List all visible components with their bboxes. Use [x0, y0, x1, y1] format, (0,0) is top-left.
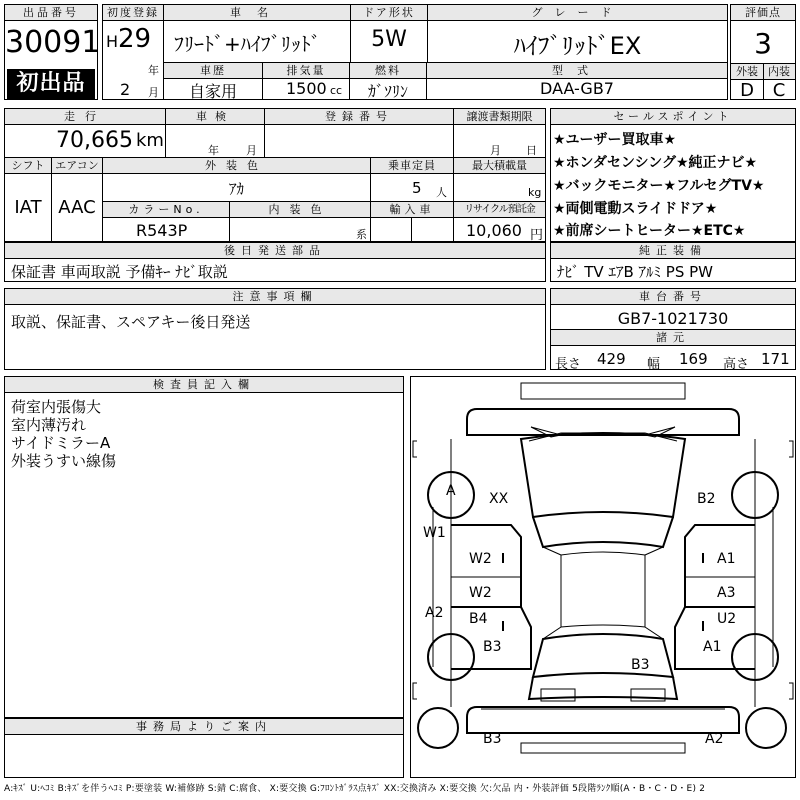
damage-mark: B3: [483, 731, 502, 747]
damage-mark: W2: [469, 585, 492, 601]
first-listing-badge: 初出品: [7, 69, 95, 99]
sales-point-line: ★前席シートヒーター★ETC★: [553, 223, 746, 239]
max-load-label: 最大積載量: [454, 158, 545, 174]
int-color-label: 内装色: [230, 202, 370, 218]
width-label: 幅: [647, 357, 661, 372]
capacity: 5: [412, 179, 422, 197]
mileage: 70,665: [56, 128, 133, 153]
notes-box: [4, 288, 546, 370]
reg-month: 2: [120, 80, 131, 99]
inspector-line: 荷室内張傷大: [11, 398, 102, 416]
int-grade: C: [772, 80, 786, 101]
door-type: 5W: [371, 27, 407, 52]
displacement: 1500: [286, 79, 327, 98]
import-label: 輸入車: [371, 202, 453, 218]
later-parts-label: 後日発送部品: [5, 243, 545, 259]
damage-mark: B2: [697, 491, 716, 507]
sales-point-line: ★バックモニター★フルセグTV★: [553, 178, 765, 194]
lot-box: [4, 4, 101, 100]
shift-label: シフト: [5, 158, 51, 174]
chassis-box: [550, 288, 796, 370]
damage-mark: A2: [425, 605, 444, 621]
recycle-label: リサイクル預託金: [454, 202, 545, 218]
wheel-spare-left: [417, 707, 459, 749]
inspector-label: 検査員記入欄: [5, 377, 403, 393]
office-label: 事務局よりご案内: [5, 719, 403, 735]
ac-label: エアコン: [52, 158, 102, 174]
later-parts-text: 保証書 車両取説 予備ｷｰ ﾅﾋﾞ取説: [11, 263, 228, 281]
inspector-box: [4, 376, 404, 718]
sales-point-line: ★ホンダセンシング★純正ナビ★: [553, 155, 758, 171]
damage-mark: A1: [717, 551, 736, 567]
legend-footer: A:ｷｽﾞ U:ﾍｺﾐ B:ｷｽﾞを伴うﾍｺﾐ P:要塗装 W:補修跡 S:錆 C:腐食、 X:要交換 G:ﾌﾛﾝﾄｶﾞﾗｽ点ｷｽﾞ XX:交換済み X:要交換 欠:欠品 内・外装評価 5段階ﾗﾝｸ順(A・B・C・D・E) 2: [4, 784, 706, 794]
reg-era: H: [106, 32, 119, 51]
damage-mark: A: [446, 483, 456, 499]
car-name-label: 車名: [164, 5, 350, 21]
chassis-number: GB7-1021730: [617, 309, 729, 328]
color-no: R543P: [136, 221, 188, 240]
score: 3: [754, 27, 772, 60]
damage-mark: B4: [469, 611, 488, 627]
recycle: 10,060: [466, 221, 522, 240]
model-label: 型式: [427, 63, 727, 79]
damage-mark: U2: [717, 611, 737, 627]
ext-label: 外装: [731, 64, 763, 80]
fuel: ｶﾞｿﾘﾝ: [367, 82, 408, 101]
capacity-label: 乗車定員: [371, 158, 453, 174]
car-name: ﾌﾘｰﾄﾞ+ﾊｲﾌﾞﾘｯﾄﾞ: [174, 32, 321, 56]
inspector-line: サイドミラーA: [11, 434, 111, 452]
wheel-rear-right: [731, 633, 779, 681]
score-label: 評価点: [731, 5, 795, 21]
genuine-equipment-box: [550, 242, 796, 282]
capacity-unit: 人: [436, 186, 447, 199]
transfer-label: 譲渡書類期限: [454, 109, 545, 125]
damage-mark: W1: [423, 525, 446, 541]
damage-mark: A1: [703, 639, 722, 655]
sales-points-label: セールスポイント: [551, 109, 795, 125]
reg-month-unit: 月: [148, 86, 159, 99]
sales-point-line: ★ユーザー買取車★: [553, 132, 677, 148]
lot-number: 30091: [5, 25, 101, 60]
model: DAA-GB7: [540, 79, 614, 98]
int-label: 内装: [763, 64, 795, 80]
reg-label: 初度登録: [103, 5, 163, 21]
wheel-front-right: [731, 471, 779, 519]
displacement-unit: cc: [330, 84, 343, 97]
ac: AAC: [58, 197, 96, 218]
displacement-label: 排気量: [263, 63, 349, 79]
sales-points-box: [550, 108, 796, 242]
office-box: [4, 718, 404, 778]
reg-year-unit: 年: [148, 64, 159, 77]
ext-color-label: 外装色: [103, 158, 370, 174]
int-color-unit: 系: [356, 228, 367, 241]
notes-label: 注意事項欄: [5, 289, 545, 305]
height: 171: [761, 350, 790, 368]
damage-mark: B3: [483, 639, 502, 655]
later-parts-box: [4, 242, 546, 282]
genuine-equipment-text: ﾅﾋﾞ TV ｴｱB ｱﾙﾐ PS PW: [557, 263, 713, 281]
wheel-spare-right: [745, 707, 787, 749]
mileage-label: 走行: [5, 109, 165, 125]
sales-point-line: ★両側電動スライドドア★: [553, 201, 718, 217]
damage-mark: B3: [631, 657, 650, 673]
ext-grade: D: [740, 80, 754, 101]
width: 169: [679, 350, 708, 368]
car-outline: [411, 377, 795, 777]
length-label: 長さ: [555, 357, 582, 372]
inspection-label: 車検: [166, 109, 264, 125]
damage-mark: A2: [705, 731, 724, 747]
grade-label: グレード: [428, 5, 727, 21]
reg-year: 29: [118, 24, 152, 54]
grade: ﾊｲﾌﾞﾘｯﾄﾞEX: [513, 32, 642, 60]
genuine-equipment-label: 純正装備: [551, 243, 795, 259]
transfer-day: 日: [526, 144, 537, 157]
score-box: [730, 4, 796, 100]
wheel-rear-left: [427, 633, 475, 681]
shift: IAT: [14, 197, 42, 218]
history: 自家用: [188, 82, 237, 101]
mileage-unit: km: [136, 130, 164, 151]
height-label: 高さ: [723, 357, 750, 372]
fuel-label: 燃料: [350, 63, 426, 79]
chassis-label: 車台番号: [551, 289, 795, 305]
inspector-line: 外装うすい線傷: [11, 452, 117, 470]
dims-label: 諸元: [551, 330, 795, 346]
max-load-unit: kg: [528, 186, 542, 199]
color-no-label: カラーNo.: [103, 202, 229, 218]
notes-text: 取説、保証書、スペアキー後日発送: [11, 313, 251, 331]
insp-year: 年: [208, 144, 219, 157]
insp-month: 月: [246, 144, 257, 157]
lot-label: 出品番号: [5, 5, 97, 21]
reg-number-label: 登録番号: [265, 109, 453, 125]
length: 429: [597, 350, 626, 368]
ext-color: ｱｶ: [228, 180, 244, 198]
damage-mark: XX: [489, 491, 509, 507]
car-diagram: [410, 376, 796, 778]
damage-mark: A3: [717, 585, 736, 601]
transfer-month: 月: [490, 144, 501, 157]
inspector-line: 室内薄汚れ: [11, 416, 87, 434]
recycle-unit: 円: [530, 228, 544, 243]
history-label: 車歴: [164, 63, 262, 79]
damage-mark: W2: [469, 551, 492, 567]
door-label: ドア形状: [351, 5, 427, 21]
